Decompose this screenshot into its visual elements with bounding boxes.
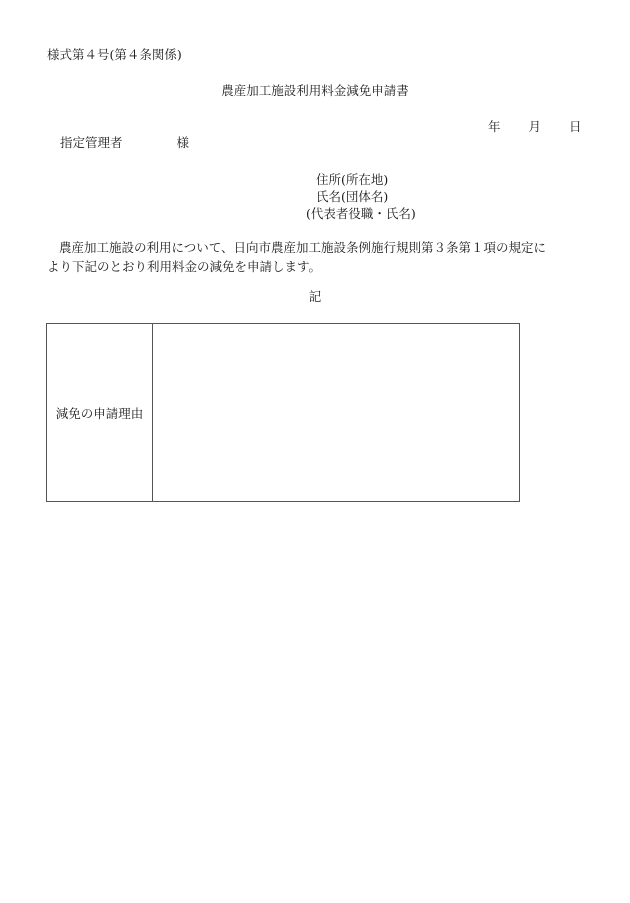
applicant-name-label: 氏名(団体名) [316,189,389,204]
applicant-address-label: 住所(所在地) [316,172,389,187]
addressee [60,137,189,150]
applicant-representative-label: (代表者役職・氏名) [306,206,416,221]
reason-label: 減免の申請理由 [55,405,144,421]
addressee-name: 指定管理者 [60,135,123,150]
date-line [488,121,582,134]
reason-label-cell [47,324,153,501]
body-line-2: より下記のとおり利用料金の減免を申請します。 [47,259,322,274]
year-label: 年 [488,119,501,134]
reason-table [46,323,520,502]
addressee-suffix: 様 [176,135,190,150]
body-paragraph [47,238,587,276]
ki-heading: 記 [308,289,322,304]
day-label: 日 [569,119,582,134]
month-label: 月 [528,119,542,134]
reason-value-cell[interactable] [153,324,519,501]
body-line-1: 農産加工施設の利用について、日向市農産加工施設条例施行規則第３条第１項の規定に [59,240,547,255]
page-title: 農産加工施設利用料金減免申請書 [221,83,409,98]
applicant-block [300,171,440,222]
form-number: 様式第４号(第４条関係) [47,47,182,62]
